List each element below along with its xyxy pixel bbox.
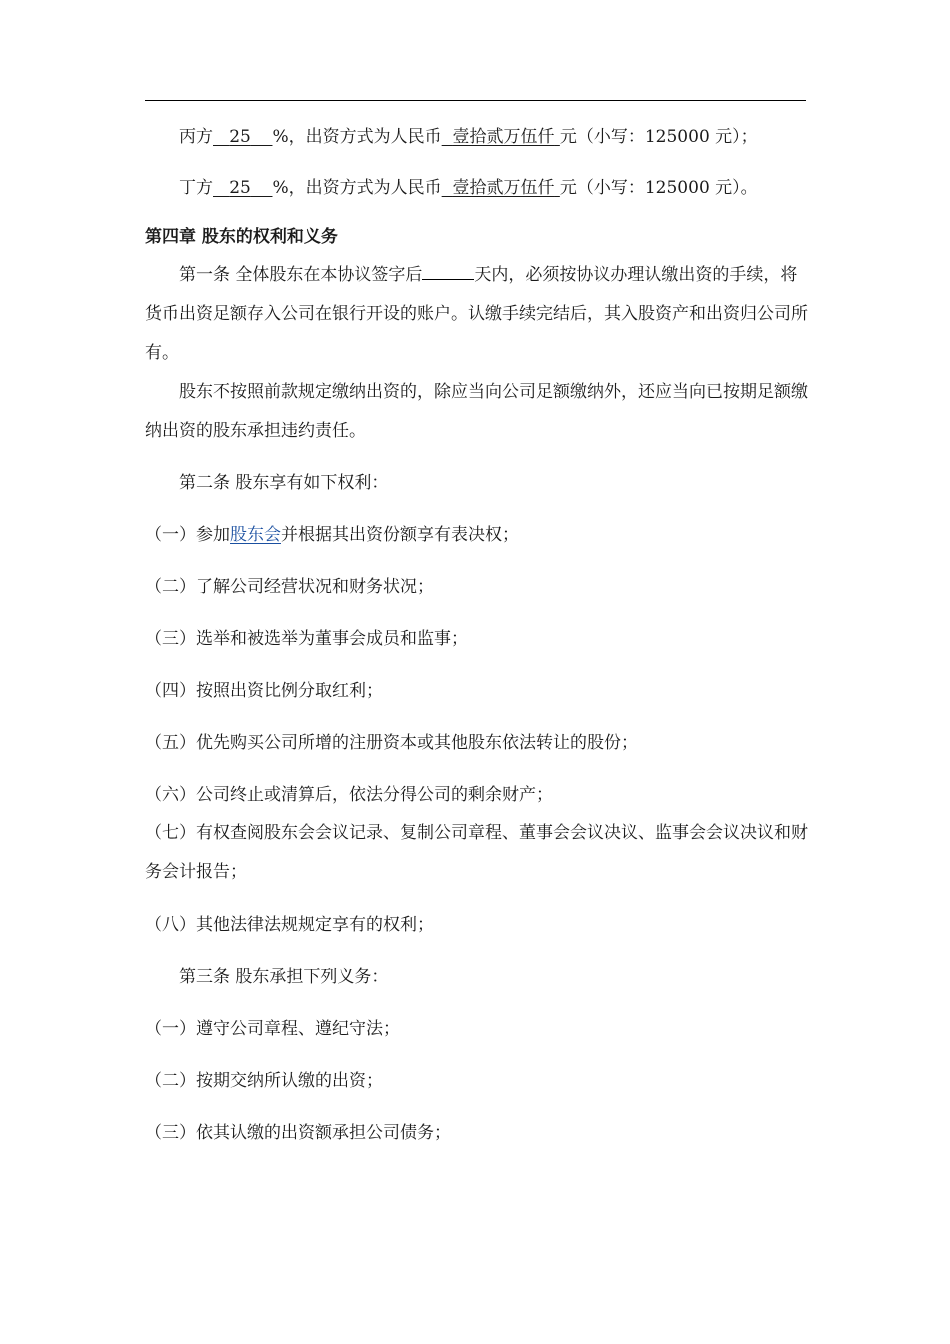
shareholder-meeting-link[interactable]: 股东会 [230, 525, 281, 545]
list-item: （一）遵守公司章程、遵纪守法； [145, 1019, 400, 1039]
amount-small: （小写：125000 元）。 [576, 178, 758, 198]
list-item: （一）参加股东会并根据其出资份额享有表决权； [145, 525, 519, 545]
amount-small: （小写：125000 元）； [576, 127, 758, 147]
list-item: （三）选举和被选举为董事会成员和监事； [145, 629, 468, 649]
party-name: 丙方 [179, 127, 213, 147]
list-item: （四）按照出资比例分取红利； [145, 681, 383, 701]
document-body [145, 118, 810, 1152]
list-item: （七）有权查阅股东会会议记录、复制公司章程、董事会会议决议、监事会会议决议和财务会计报告； [145, 823, 808, 882]
header-rule [145, 100, 806, 101]
article-label: 第三条 [179, 967, 230, 987]
article-label: 第二条 [179, 473, 230, 493]
amount-words: 壹拾贰万伍仟 [452, 127, 555, 147]
article-label: 第一条 [179, 265, 230, 285]
days-blank [422, 263, 474, 280]
share-line-bing: 丙方 25 %，出资方式为人民币 壹拾贰万伍仟 元（小写：125000 元）； [179, 127, 758, 147]
list-item: （二）了解公司经营状况和财务状况； [145, 577, 434, 597]
party-name: 丁方 [179, 178, 213, 198]
list-item: （八）其他法律法规规定享有的权利； [145, 915, 434, 935]
chapter-heading: 第四章 股东的权利和义务 [145, 227, 338, 247]
article-2-intro: 第二条 股东享有如下权利： [179, 473, 389, 493]
article-1-para-1: 第一条 全体股东在本协议签字后 天内，必须按协议办理认缴出资的手续，将货币出资足额存入公司在银行开设的账户。认缴手续完结后，其入股资产和出资归公司所有。 [145, 265, 808, 363]
amount-words: 壹拾贰万伍仟 [452, 178, 555, 198]
list-item: （三）依其认缴的出资额承担公司债务； [145, 1123, 451, 1143]
percent-value: 25 [229, 127, 251, 147]
list-item: （六）公司终止或清算后，依法分得公司的剩余财产； [145, 785, 553, 805]
percent-value: 25 [229, 178, 251, 198]
share-line-ding: 丁方 25 %，出资方式为人民币 壹拾贰万伍仟 元（小写：125000 元）。 [179, 178, 758, 198]
article-1-para-2: 股东不按照前款规定缴纳出资的，除应当向公司足额缴纳外，还应当向已按期足额缴纳出资的股东承担违约责任。 [145, 382, 808, 441]
list-item: （二）按期交纳所认缴的出资； [145, 1071, 383, 1091]
article-3-intro: 第三条 股东承担下列义务： [179, 967, 389, 987]
list-item: （五）优先购买公司所增的注册资本或其他股东依法转让的股份； [145, 733, 638, 753]
